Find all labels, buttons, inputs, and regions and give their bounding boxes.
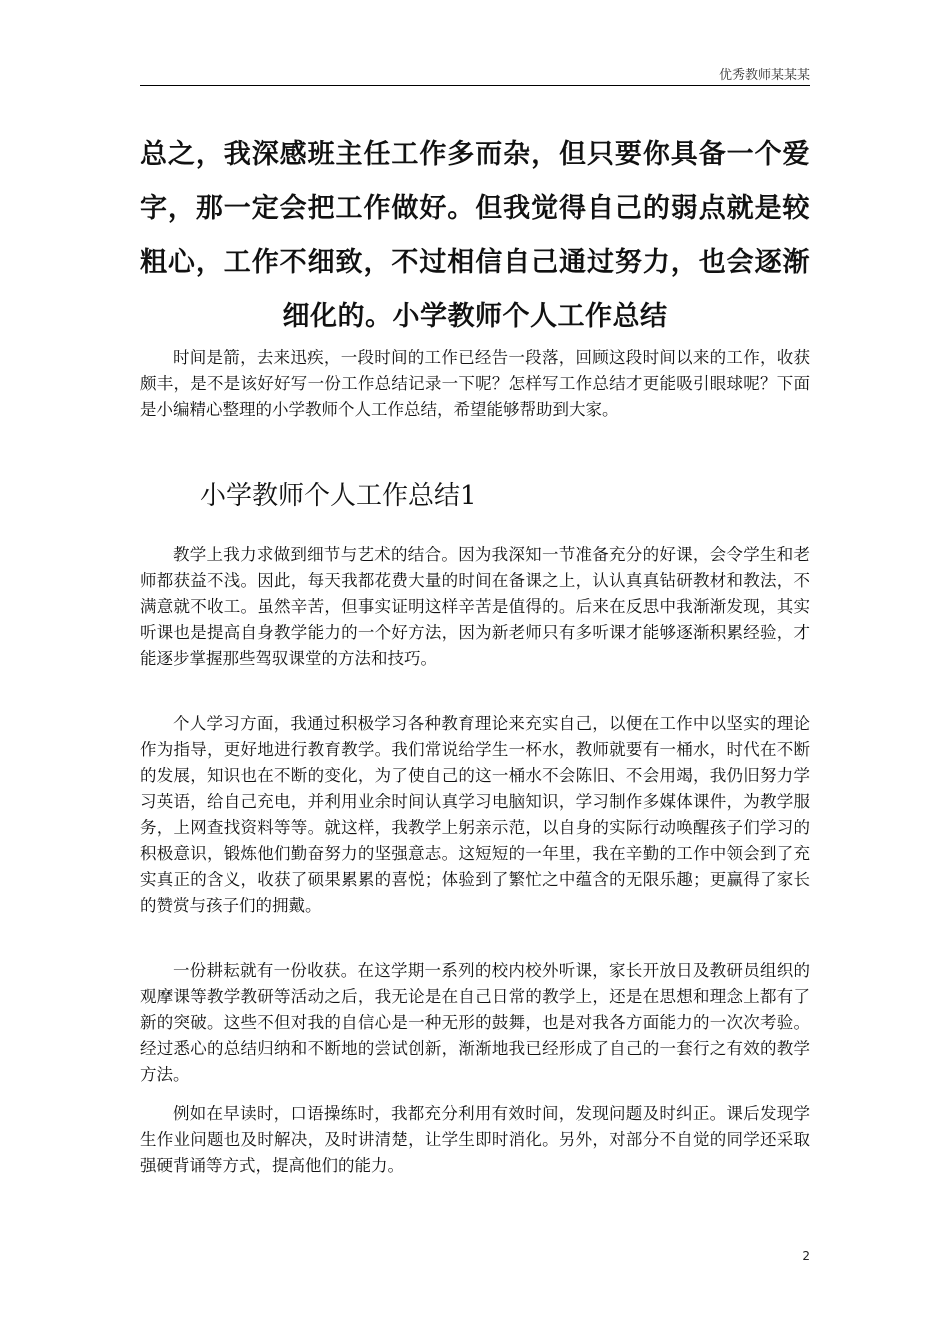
- header-author: 优秀教师某某某: [718, 68, 810, 83]
- section-title: 小学教师个人工作总结1: [200, 481, 477, 511]
- body-paragraph-4: 例如在早读时，口语操练时，我都充分利用有效时间，发现问题及时纠正。课后发现学生作业问题也及时解决，及时讲清楚，让学生即时消化。另外，对部分不自觉的同学还采取强硬背诵等方式，提高他们的能力。: [140, 1104, 810, 1175]
- header-divider: [140, 85, 810, 86]
- page-heading: 总之，我深感班主任工作多而杂，但只要你具备一个爱字，那一定会把工作做好。但我觉得自己的弱点就是较粗心，工作不细致，不过相信自己通过努力，也会逐渐细化的。小学教师个人工作总结: [140, 139, 810, 332]
- body-paragraph-1: 教学上我力求做到细节与艺术的结合。因为我深知一节准备充分的好课，会令学生和老师都获益不浅。因此，每天我都花费大量的时间在备课之上，认认真真钻研教材和教法，不满意就不收工。虽然辛苦，但事实证明这样辛苦是值得的。后来在反思中我渐渐发现，其实听课也是提高自身教学能力的一个好方法，因为新老师只有多听课才能够逐渐积累经验，才能逐步掌握那些驾驭课堂的方法和技巧。: [140, 545, 810, 668]
- body-paragraph-2: 个人学习方面，我通过积极学习各种教育理论来充实自己，以便在工作中以坚实的理论作为指导，更好地进行教育教学。我们常说给学生一杯水，教师就要有一桶水，时代在不断的发展，知识也在不断的变化，为了使自己的这一桶水不会陈旧、不会用竭，我仍旧努力学习英语，给自己充电，并利用业余时间认真学习电脑知识，学习制作多媒体课件，为教学服务，上网查找资料等等。就这样，我教学上躬亲示范，以自身的实际行动唤醒孩子们学习的积极意识，锻炼他们勤奋努力的坚强意志。这短短的一年里，我在辛勤的工作中领会到了充实真正的含义，收获了硕果累累的喜悦；体验到了繁忙之中蕴含的无限乐趣；更赢得了家长的赞赏与孩子们的拥戴。: [140, 714, 810, 915]
- body-paragraph-3: 一份耕耘就有一份收获。在这学期一系列的校内校外听课，家长开放日及教研员组织的观摩课等教学教研等活动之后，我无论是在自己日常的教学上，还是在思想和理念上都有了新的突破。这些不但对我的自信心是一种无形的鼓舞，也是对我各方面能力的一次次考验。经过悉心的总结归纳和不断地的尝试创新，渐渐地我已经形成了自己的一套行之有效的教学方法。: [140, 961, 810, 1084]
- intro-paragraph: 时间是箭，去来迅疾，一段时间的工作已经告一段落，回顾这段时间以来的工作，收获颇丰，是不是该好好写一份工作总结记录一下呢？怎样写工作总结才更能吸引眼球呢？下面是小编精心整理的小学教师个人工作总结，希望能够帮助到大家。: [140, 348, 810, 419]
- page-number: 2: [802, 1249, 810, 1263]
